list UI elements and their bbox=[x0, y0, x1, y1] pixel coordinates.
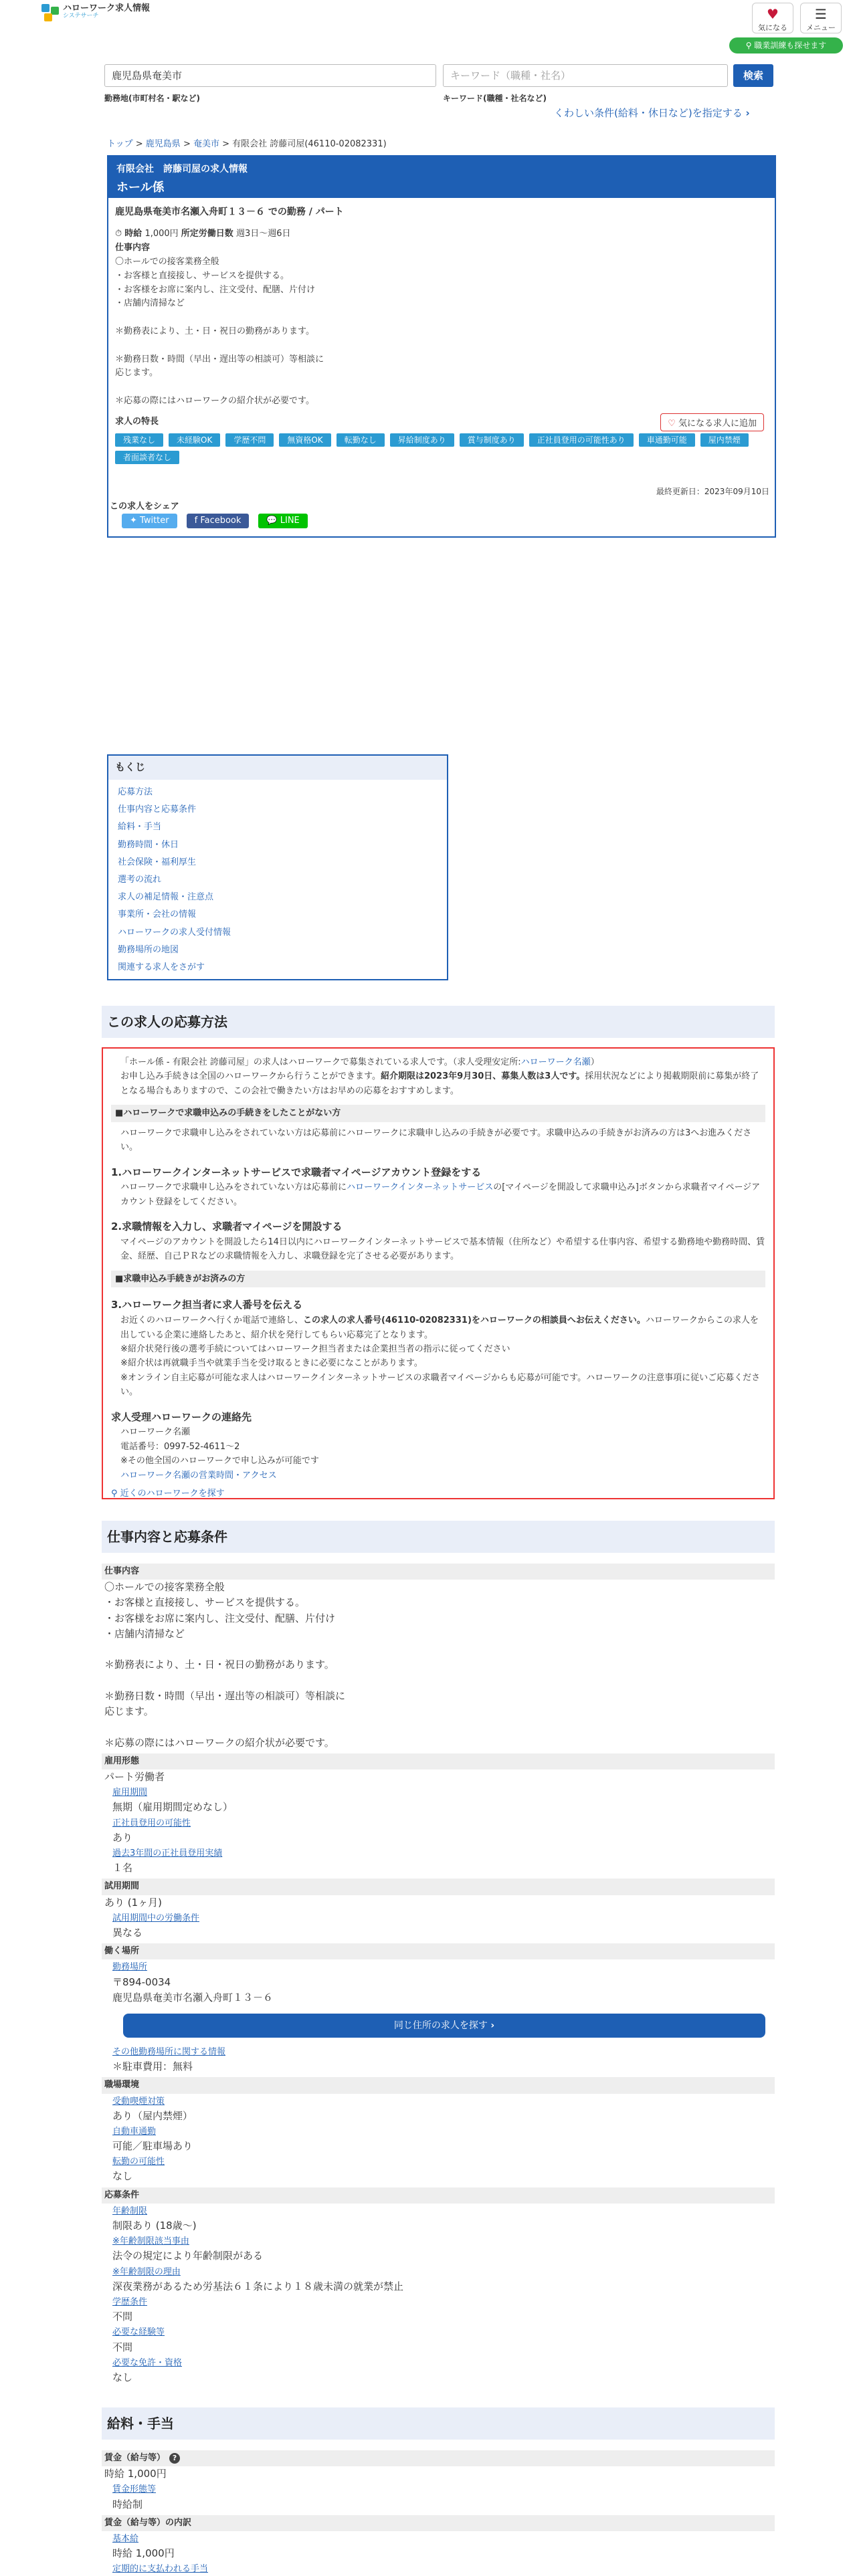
logo-title: ハローワーク求人情報 bbox=[63, 3, 151, 13]
chevron-right-icon: › bbox=[745, 107, 750, 119]
contact-phone: 電話番号：0997-52-4611〜2 bbox=[120, 1441, 240, 1452]
toc-link[interactable]: 社会保険・福利厚生 bbox=[118, 857, 197, 867]
menu-label: メニュー bbox=[806, 23, 836, 32]
help-icon[interactable]: ? bbox=[169, 2453, 180, 2464]
toc-title: もくじ bbox=[108, 756, 447, 780]
line-icon: 💬 bbox=[266, 516, 280, 526]
step3-title: 3.ハローワーク担当者に求人番号を伝える bbox=[111, 1299, 303, 1311]
job-content-text: 〇ホールでの接客業務全般 ・お客様と直接接し、サービスを提供する。 ・お客様をお席に案内し、注文受付、配膳、片付け ・店舗内清掃など ＊勤務表により、土・日・祝日の勤務があります。 ＊勤務日数・時間（早出・遅出等の相談可）等相談に 応じます。 ＊応募の際にはハローワークの紹介状が必要です。 bbox=[104, 1581, 346, 1749]
step1-title: 1.ハローワークインターネットサービスで求職者マイページアカウント登録をする bbox=[111, 1166, 482, 1178]
feature-tag[interactable]: 転勤なし bbox=[337, 433, 385, 447]
workplace-address: 鹿児島県奄美市名瀬入舟町１３－６ bbox=[112, 1991, 274, 2004]
feature-tag[interactable]: 残業なし bbox=[115, 433, 163, 447]
features-heading: 求人の特長 bbox=[115, 416, 159, 427]
logo-mark-icon bbox=[41, 4, 60, 23]
toc-link[interactable]: 勤務場所の地図 bbox=[118, 944, 179, 955]
twitter-icon: ✦ bbox=[130, 516, 140, 526]
feature-tag[interactable]: 車通勤可能 bbox=[639, 433, 695, 447]
job-title: ホール係 bbox=[116, 181, 165, 195]
clock-icon: ⏱ bbox=[115, 229, 122, 239]
toc-link[interactable]: 給料・手当 bbox=[118, 822, 162, 833]
feature-tag[interactable]: 正社員登用の可能性あり bbox=[529, 433, 634, 447]
favorites-button[interactable] bbox=[752, 3, 793, 33]
breadcrumb-prefecture[interactable]: 鹿児島県 bbox=[145, 139, 181, 149]
magnifier-icon: ⚲ bbox=[111, 1489, 120, 1499]
salary-heading: 給料・手当 bbox=[102, 2407, 775, 2440]
company-name: 有限会社 誇藤司屋の求人情報 bbox=[116, 164, 248, 175]
share-label: この求人をシェア bbox=[110, 502, 179, 512]
site-logo[interactable] bbox=[41, 4, 150, 23]
job-content-label: 仕事内容 bbox=[102, 1564, 775, 1580]
same-address-jobs-button[interactable]: 同じ住所の求人を探す › bbox=[123, 2014, 765, 2038]
job-description: 〇ホールでの接客業務全般 ・お客様と直接接し、サービスを提供する。 ・お客様をお席に案内し、注文受付、配膳、片付け ・店舗内清掃など ＊勤務表により、土・日・祝日の勤務があります。 ＊勤務日数・時間（早出・遅出等の相談可）等相談に 応じます。 ＊応募の際にはハローワークの紹介状が必要です。 bbox=[115, 256, 324, 406]
hellowork-office-link[interactable]: ハローワーク名瀬 bbox=[520, 1057, 591, 1067]
find-hellowork-link[interactable]: ⚲ 近くのハローワークを探す bbox=[111, 1489, 225, 1499]
conditions-heading: 仕事内容と応募条件 bbox=[102, 1521, 775, 1553]
toc-link[interactable]: 関連する求人をさがす bbox=[118, 962, 205, 972]
location-input[interactable]: 鹿児島県奄美市 bbox=[104, 64, 436, 87]
job-location: 鹿児島県奄美市名瀬入舟町１３－６ での勤務 / パート bbox=[115, 207, 344, 217]
toc-link[interactable]: 応募方法 bbox=[118, 787, 153, 797]
table-of-contents bbox=[107, 754, 448, 980]
apply-box: 「ホール係 - 有限会社 誇藤司屋」の求人はハローワークで募集されている求人です。（求人受理安定所:ハローワーク名瀬） お申し込み手続きは全国のハローワークから行うことができます。紹介期限は2023年9月30日、募集人数は3人です。採用状況などにより掲載期限前に募集が終了となる場合もありますので、この会社で働きたい方はお早めの応募をおすすめします。 ■ハローワークで求職申込みの手続きをしたことがない方 ハローワークで求職申し込みをされていない方は応募前にハローワークに求職申し込みの手続きが必要です。求職申込みの手続きがお済みの方は3へお進みください。 1.ハローワークインターネットサービスで求職者マイページアカウント登録をする ハローワークで求職申し込みをされていない方は応募前にハローワークインターネットサービスの[マイページを開設して求職申込み]ボタンから求職者マイページアカウント登録をしてください。 2.求職情報を入力し、求職者マイページを開設する マイページのアカウントを開設したら14日以内にハローワークインターネットサービスで基本情報（住所など）や希望する仕事内容、希望する勤務地や勤務時間、賃金、経歴、自己ＰＲなどの求職情報を入力し、求職登録を完了させる必要があります。 ■求職申込み手続きがお済みの方 3.ハローワーク担当者に求人番号を伝える お近くのハローワークへ行くか電話で連絡し、この求人の求人番号(46110-02082331)をハローワークの相談員へお伝えください。ハローワークからこの求人を出している企業に連絡したあと、紹介状を発行してもらい応募完了となります。 ※紹介状発行後の選考手続についてはハローワーク担当者または企業担当者の指示に従ってください ※紹介状は再就職手当や就業手当を受け取るときに必要になことがあります。 ※オンライン自主応募が可能な求人はハローワークインターネットサービスの求職者マイページからも応募が可能です。ハローワークの注意事項に従いご応募ください。 求人受理ハローワークの連絡先 ハローワーク名瀬 電話番号：0997-52-4611〜2 ※その他全国のハローワークで申し込みが可能です ハローワーク名瀬の営業時間・アクセス ⚲ 近くのハローワークを探す bbox=[102, 1047, 775, 1499]
feature-tag[interactable]: 学歴不問 bbox=[225, 433, 274, 447]
feature-tag[interactable]: 屋内禁煙 bbox=[700, 433, 749, 447]
internet-service-link[interactable]: ハローワークインターネットサービス bbox=[347, 1182, 494, 1193]
workplace-zip: 〒894-0034 bbox=[112, 1975, 171, 1988]
apply-heading: この求人の応募方法 bbox=[102, 1006, 775, 1038]
share-facebook-button[interactable]: f Facebook bbox=[187, 514, 250, 528]
keyword-input[interactable]: キーワード（職種・社名） bbox=[443, 64, 728, 87]
job-summary-card bbox=[107, 155, 776, 538]
favorites-label: 気になる bbox=[758, 23, 787, 32]
search-button[interactable]: 検索 bbox=[733, 64, 773, 87]
menu-button[interactable] bbox=[800, 3, 842, 33]
toc-link[interactable]: 事業所・会社の情報 bbox=[118, 909, 197, 920]
salary-wage: 時給 1,000円 bbox=[104, 2468, 167, 2480]
breadcrumb-current: 有限会社 誇藤司屋(46110-02082331) bbox=[232, 139, 387, 149]
toc-link[interactable]: 選考の流れ bbox=[118, 874, 162, 885]
apply-band-done: ■求職申込み手続きがお済みの方 bbox=[111, 1271, 765, 1287]
feature-tag[interactable]: 昇給制度あり bbox=[390, 433, 454, 447]
feature-tag[interactable]: 未経験OK bbox=[169, 433, 220, 447]
job-card-header bbox=[108, 156, 775, 198]
facebook-icon: f bbox=[194, 516, 201, 526]
advanced-search-link[interactable]: くわしい条件(給料・休日など)を指定する › bbox=[554, 107, 750, 119]
share-line-button[interactable]: 💬 LINE bbox=[258, 514, 307, 528]
job-days: 週3日～週6日 bbox=[235, 229, 291, 239]
share-buttons bbox=[122, 514, 308, 528]
share-twitter-button[interactable]: ✦ Twitter bbox=[122, 514, 177, 528]
feature-tag[interactable]: 者面談者なし bbox=[115, 451, 179, 464]
job-wage-line: ⏱ 時給 1,000円 所定労働日数 週3日～週6日 bbox=[115, 229, 291, 239]
employment-type: パート労働者 bbox=[104, 1771, 165, 1784]
logo-subtitle: システサーチ bbox=[63, 13, 99, 20]
feature-tags bbox=[115, 433, 771, 464]
hamburger-icon: ☰ bbox=[815, 6, 827, 22]
keyword-caption: キーワード(職種・社名など) bbox=[443, 94, 547, 103]
training-search-button[interactable] bbox=[729, 37, 843, 53]
add-favorite-button[interactable]: ♡ 気になる求人に追加 bbox=[660, 413, 764, 431]
breadcrumb-city[interactable]: 奄美市 bbox=[193, 139, 219, 149]
heart-outline-icon: ♡ bbox=[668, 419, 676, 429]
search-icon: ⚲ bbox=[745, 41, 755, 50]
last-updated: 最終更新日：2023年09月10日 bbox=[656, 487, 769, 496]
feature-tag[interactable]: 賞与制度あり bbox=[460, 433, 524, 447]
conditions-list: 仕事内容 〇ホールでの接客業務全般 ・お客様と直接接し、サービスを提供する。 ・お客様をお席に案内し、注文受付、配膳、片付け ・店舗内清掃など ＊勤務表により、土・日・祝日の勤務があります。 ＊勤務日数・時間（早出・遅出等の相談可）等相談に 応じます。 ＊応募の際にはハローワークの紹介状が必要です。 雇用形態 パート労働者 雇用期間 無期（雇用期間定めなし） 正社員登用の可能性 あり 過去3年間の正社員登用実績 １名 試用期間 あり (1ヶ月) 試用期間中の労働条件 異なる 働く場所 勤務場所 〒894-0034 鹿児島県奄美市名瀬入舟町１３－６ 同じ住所の求人を探す › その他勤務場所に関する情報 ＊駐車費用：無料 職場環境 受動喫煙対策 あり（屋内禁煙） 自動車通勤 可能／駐車場あり 転勤の可能性 なし 応募条件 年齢制限 制限あり (18歳〜) ※年齢制限該当事由 法令の規定により年齢制限がある ※年齢制限の理由 深夜業務があるため労基法６１条により１８歳未満の就業が禁止 学歴条件 不問 必要な経験等 不問 必要な免許・資格 なし bbox=[102, 1561, 775, 2385]
training-label: 職業訓練も探せます bbox=[754, 41, 827, 50]
toc-link[interactable]: 求人の補足情報・注意点 bbox=[118, 892, 214, 903]
toc-link[interactable]: 勤務時間・休日 bbox=[118, 839, 179, 850]
breadcrumb: トップ > 鹿児島県 > 奄美市 > 有限会社 誇藤司屋(46110-02082331) bbox=[107, 139, 387, 149]
toc-link[interactable]: 仕事内容と応募条件 bbox=[118, 804, 197, 815]
apply-band-new: ■ハローワークで求職申込みの手続きをしたことがない方 bbox=[111, 1105, 765, 1121]
chevron-right-icon: › bbox=[490, 2020, 495, 2032]
salary-list: 賃金（給与等） ? 時給 1,000円 賃金形態等 時給制 賃金（給与等）の内訳 基本給 時給 1,000円 定期的に支払われる手当 bbox=[102, 2448, 775, 2576]
office-access-link[interactable]: ハローワーク名瀬の営業時間・アクセス bbox=[120, 1470, 277, 1481]
breadcrumb-top[interactable]: トップ bbox=[107, 139, 133, 149]
feature-tag[interactable]: 無資格OK bbox=[279, 433, 330, 447]
employment-period: 無期（雇用期間定めなし） bbox=[112, 1801, 233, 1814]
job-wage: 1,000円 bbox=[145, 229, 179, 239]
toc-link[interactable]: ハローワークの求人受付情報 bbox=[118, 927, 231, 938]
location-caption: 勤務地(市町村名・駅など) bbox=[104, 94, 200, 103]
contact-title: 求人受理ハローワークの連絡先 bbox=[111, 1410, 252, 1423]
job-desc-heading: 仕事内容 bbox=[115, 243, 151, 253]
contact-name: ハローワーク名瀬 bbox=[120, 1427, 191, 1438]
step2-title: 2.求職情報を入力し、求職者マイページを開設する bbox=[111, 1220, 343, 1233]
site-header bbox=[0, 0, 859, 53]
heart-icon: ♥ bbox=[767, 6, 779, 22]
